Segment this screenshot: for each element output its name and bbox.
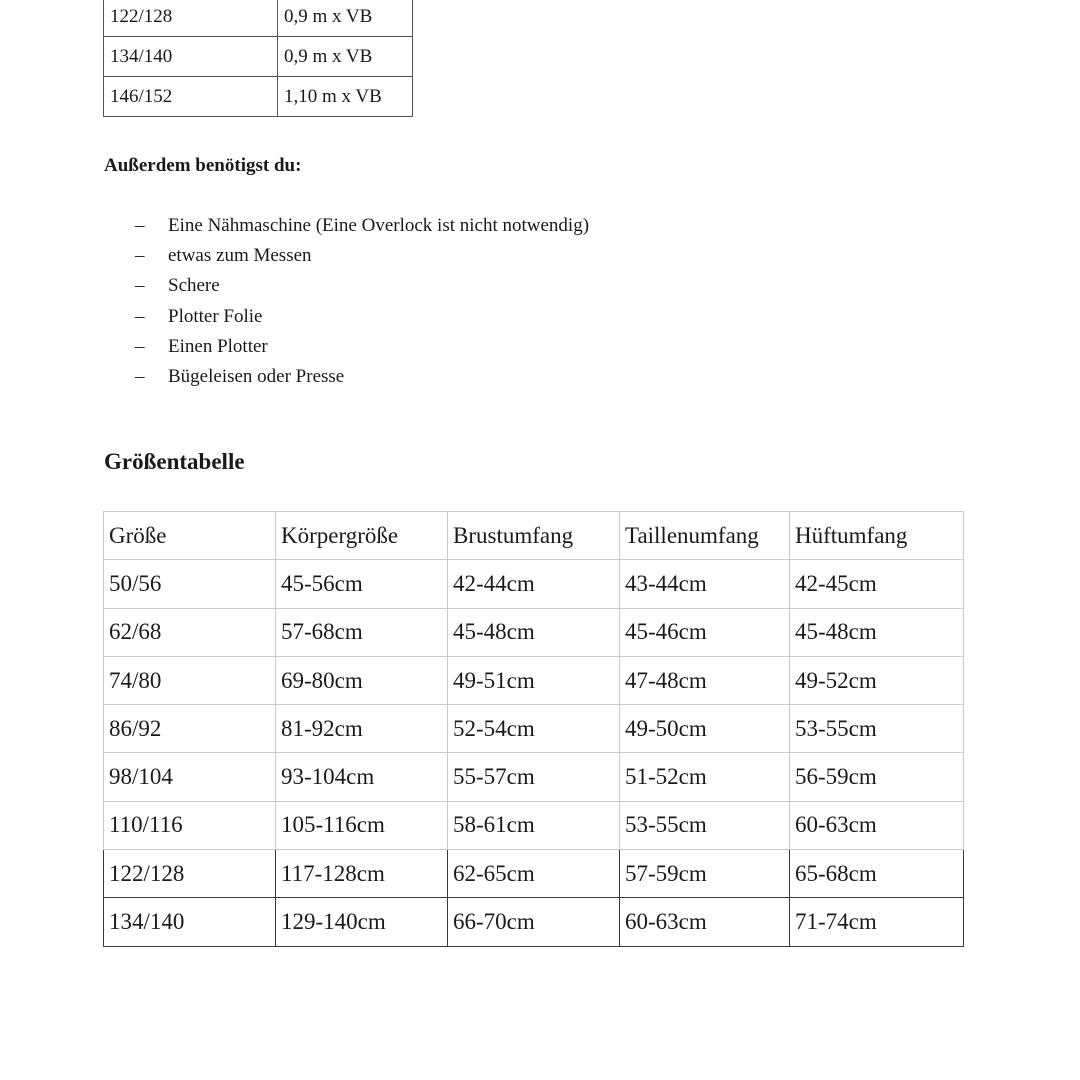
column-header-waist: Taillenumfang: [620, 512, 790, 560]
chest-cell: 49-51cm: [448, 656, 620, 704]
table-row: [104, 656, 964, 704]
body-height-cell: 105-116cm: [276, 801, 448, 849]
table-row: [104, 753, 964, 801]
size-cell: 74/80: [104, 656, 276, 704]
column-header-chest: Brustumfang: [448, 512, 620, 560]
waist-cell: 43-44cm: [620, 560, 790, 608]
table-row: [104, 560, 964, 608]
bullet-dash: –: [135, 366, 145, 388]
column-header-body-height: Körpergröße: [276, 512, 448, 560]
hip-cell: 49-52cm: [790, 656, 964, 704]
body-height-cell: 93-104cm: [276, 753, 448, 801]
table-row: [104, 0, 413, 37]
size-table: [103, 511, 964, 947]
size-cell: 134/140: [104, 37, 278, 77]
hip-cell: 56-59cm: [790, 753, 964, 801]
list-item-text: Einen Plotter: [168, 335, 268, 357]
body-height-cell: 45-56cm: [276, 560, 448, 608]
fabric-amount-cell: 0,9 m x VB: [278, 0, 413, 37]
list-item-text: Bügeleisen oder Presse: [168, 366, 345, 388]
table-header-row: [104, 512, 964, 560]
table-row: [104, 77, 413, 117]
body-height-cell: 57-68cm: [276, 608, 448, 656]
list-item-text: Eine Nähmaschine (Eine Overlock ist nicht notwendig): [168, 215, 590, 237]
table-row: [104, 37, 413, 77]
size-cell: 122/128: [104, 0, 278, 37]
bullet-dash: –: [135, 245, 145, 267]
extras-heading: Außerdem benötigst du:: [104, 155, 302, 176]
chest-cell: 62-65cm: [448, 850, 620, 898]
table-row: [104, 801, 964, 849]
table-row: [104, 850, 964, 898]
chest-cell: 45-48cm: [448, 608, 620, 656]
chest-cell: 52-54cm: [448, 705, 620, 753]
body-height-cell: 117-128cm: [276, 850, 448, 898]
body-height-cell: 69-80cm: [276, 656, 448, 704]
chest-cell: 66-70cm: [448, 898, 620, 946]
hip-cell: 53-55cm: [790, 705, 964, 753]
size-cell: 98/104: [104, 753, 276, 801]
hip-cell: 71-74cm: [790, 898, 964, 946]
chest-cell: 55-57cm: [448, 753, 620, 801]
column-header-hip: Hüftumfang: [790, 512, 964, 560]
hip-cell: 45-48cm: [790, 608, 964, 656]
column-header-size: Größe: [104, 512, 276, 560]
size-cell: 134/140: [104, 898, 276, 946]
waist-cell: 45-46cm: [620, 608, 790, 656]
waist-cell: 51-52cm: [620, 753, 790, 801]
waist-cell: 49-50cm: [620, 705, 790, 753]
waist-cell: 57-59cm: [620, 850, 790, 898]
size-cell: 146/152: [104, 77, 278, 117]
chest-cell: 42-44cm: [448, 560, 620, 608]
list-item: [104, 362, 589, 392]
table-row: [104, 608, 964, 656]
size-cell: 110/116: [104, 801, 276, 849]
chest-cell: 58-61cm: [448, 801, 620, 849]
table-row: [104, 898, 964, 946]
size-cell: 62/68: [104, 608, 276, 656]
fabric-amount-cell: 1,10 m x VB: [278, 77, 413, 117]
waist-cell: 53-55cm: [620, 801, 790, 849]
list-item: [104, 302, 589, 332]
bullet-dash: –: [135, 335, 145, 357]
fabric-requirement-table: [103, 0, 413, 117]
size-cell: 122/128: [104, 850, 276, 898]
list-item-text: Plotter Folie: [168, 305, 263, 327]
hip-cell: 42-45cm: [790, 560, 964, 608]
list-item: [104, 271, 589, 301]
list-item-text: etwas zum Messen: [168, 245, 312, 267]
hip-cell: 60-63cm: [790, 801, 964, 849]
list-item-text: Schere: [168, 275, 220, 297]
supply-list: [104, 211, 589, 392]
fabric-amount-cell: 0,9 m x VB: [278, 37, 413, 77]
size-cell: 50/56: [104, 560, 276, 608]
list-item: [104, 211, 589, 241]
size-cell: 86/92: [104, 705, 276, 753]
size-table-heading: Größentabelle: [104, 449, 245, 474]
waist-cell: 60-63cm: [620, 898, 790, 946]
bullet-dash: –: [135, 305, 145, 327]
body-height-cell: 129-140cm: [276, 898, 448, 946]
table-row: [104, 705, 964, 753]
list-item: [104, 241, 589, 271]
body-height-cell: 81-92cm: [276, 705, 448, 753]
hip-cell: 65-68cm: [790, 850, 964, 898]
bullet-dash: –: [135, 275, 145, 297]
bullet-dash: –: [135, 215, 145, 237]
waist-cell: 47-48cm: [620, 656, 790, 704]
list-item: [104, 332, 589, 362]
